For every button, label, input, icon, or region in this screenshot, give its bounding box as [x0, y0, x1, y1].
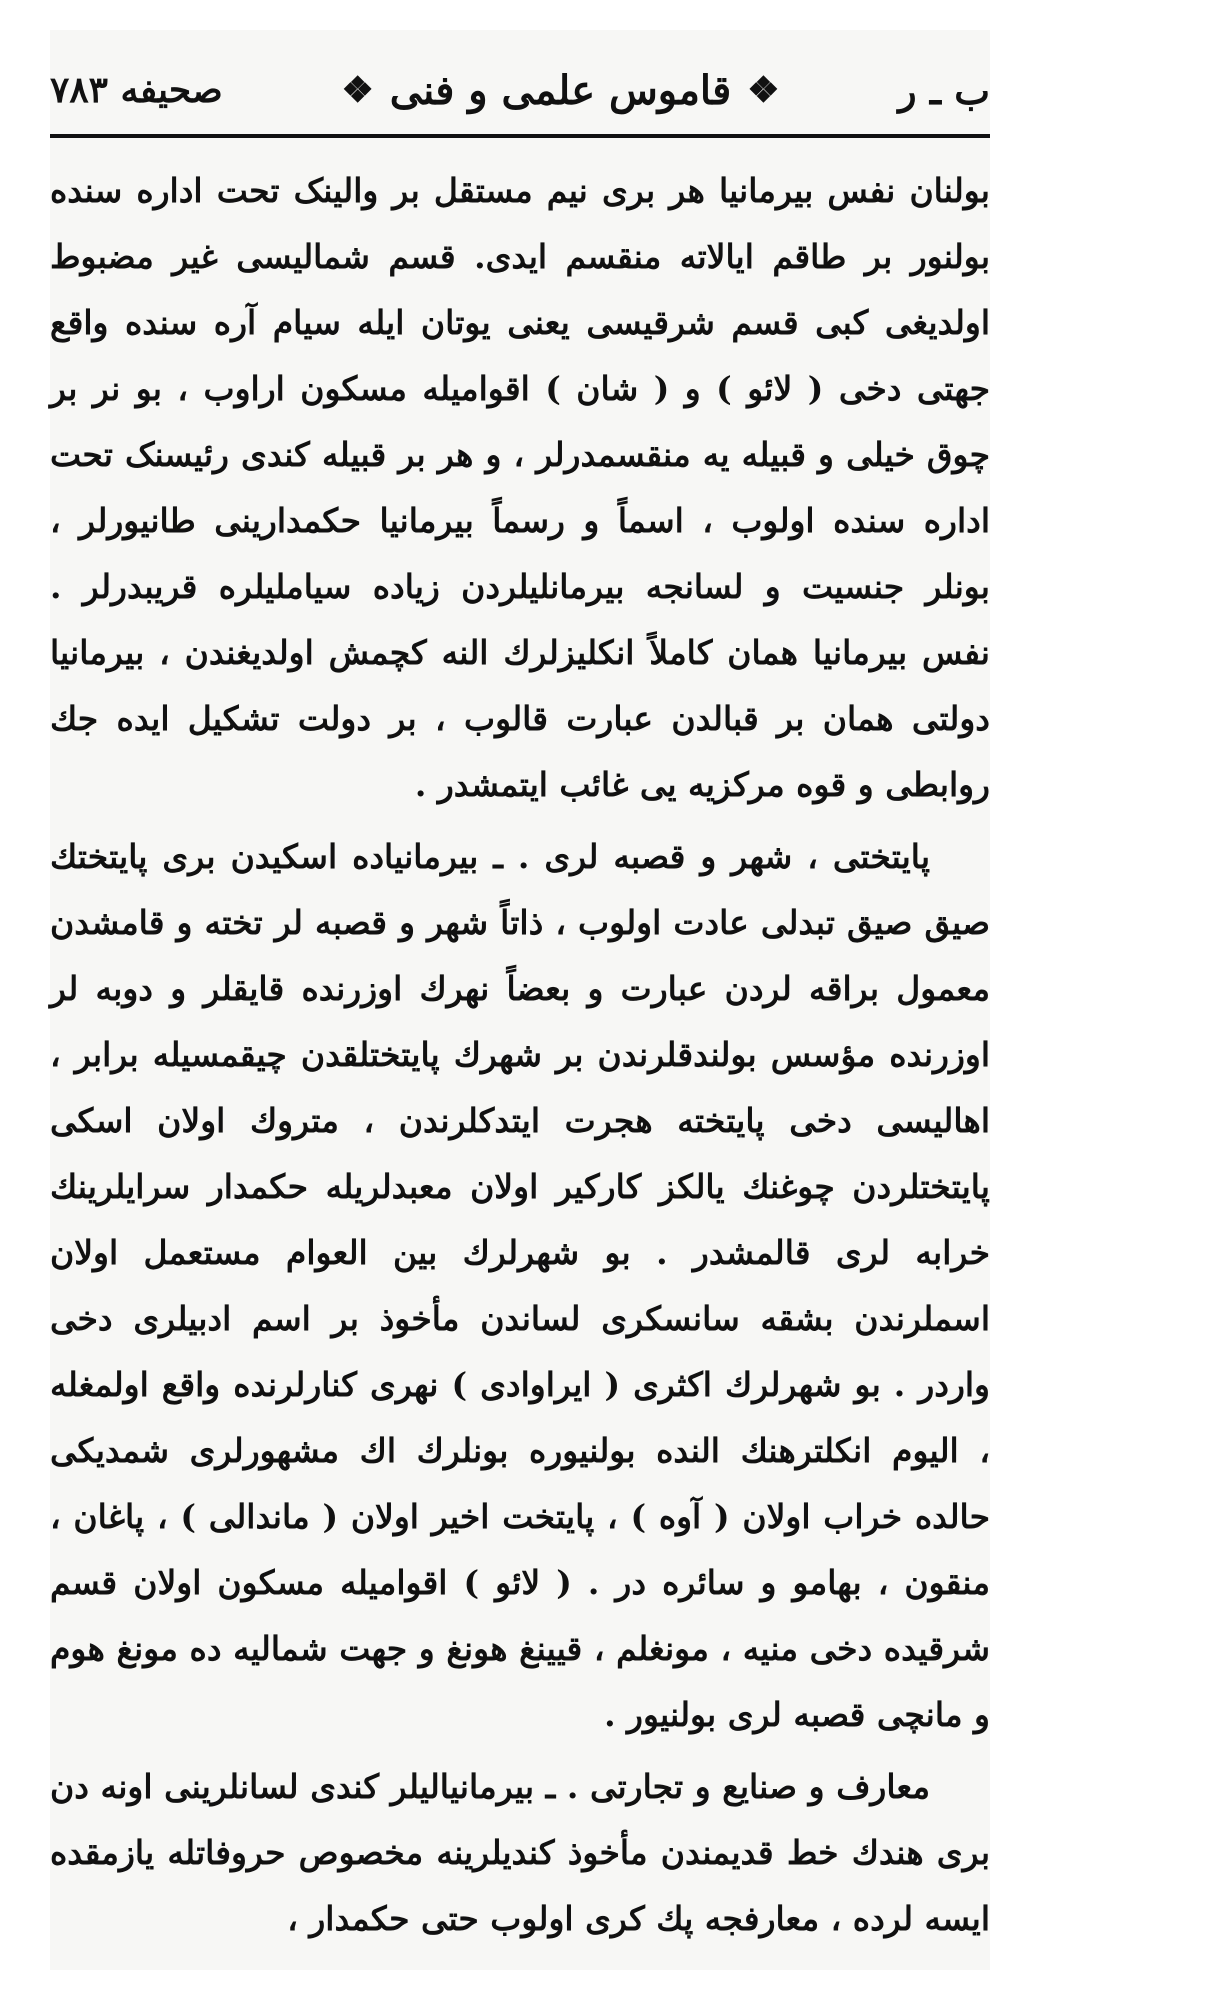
page-header [50, 50, 990, 130]
entry-range: ب ـ ر [898, 67, 990, 113]
paragraph-administration: بولنان نفس بیرمانیا هر بری نیم مستقل بر والینک تحت اداره سنده بولنور بر طاقم ایالاته منقسم ایدی. قسم شمالیسی غیر مضبوط اولدیغی کبی قسم شرقیسی یعنی یوتان ایله سیام آره سنده واقع جهتی دخی ( لائو ) و ( شان ) اقوامیله مسکون اراوب ، بو نر بر چوق خیلی و قبیله یه منقسمدرلر ، و هر بر قبیله کندی رئیسنک تحت اداره سنده اولوب ، اسماً و رسماً بیرمانیا حکمدارینی طانیورلر ، بونلر جنسیت و لسانجه بیرمانلیلردن زیاده سیاملیلره قریبدرلر . نفس بیرمانیا همان کاملاً انکلیزلرك النه کچمش اولدیغندن ، بیرمانیا دولتی همان بر قبالدن عبارت قالوب ، بر دولت تشکیل ایده جك روابطی و قوه مرکزیه یی غائب ایتمشدر . [50, 171, 990, 804]
document-page [50, 30, 990, 1970]
dictionary-title: قاموس علمی و فنی [389, 66, 732, 114]
paragraph-education-trade: معارف و صنایع و تجارتی . ـ بیرمانیالیلر کندی لسانلرینی اونه دن بری هندك خط قدیمندن مأخوذ کندیلرینه مخصوص حروفاتله یازمقده ایسه لرده ، معارفجه پك کری اولوب حتی حکمدار ، [50, 1767, 990, 1938]
left-ornament-icon: ❖ [341, 69, 374, 111]
article-body [50, 158, 990, 1952]
right-ornament-icon: ❖ [747, 69, 780, 111]
paragraph-capital-cities: پایتختی ، شهر و قصبه لری . ـ بیرمانیاده اسکیدن بری پایتختك صیق صیق تبدلی عادت اولوب ، ذاتاً شهر و قصبه لر تخته و قامشدن معمول براقه لردن عبارت و بعضاً نهرك اوزرنده قایقلر و دوبه لر اوزرنده مؤسس بولندقلرندن بر شهرك پایتختلقدن چیقمسیله برابر ، اهالیسی دخی پایتخته هجرت ایتدکلرندن ، متروك اولان اسکی پایتختلردن چوغنك یالکز کارکیر اولان معبدلریله حکمدار سرایلرینك خرابه لری قالمشدر . بو شهرلرك بین العوام مستعمل اولان اسملرندن بشقه سانسکری لساندن مأخوذ بر اسم ادبیلری دخی واردر . بو شهرلرك اکثری ( ایراوادی ) نهری کنارلرنده واقع اولمغله ، الیوم انکلترهنك النده بولنیوره بونلرك اك مشهورلری شمدیکی حالده خراب اولان ( آوه ) ، پایتخت اخیر اولان ( ماندالی ) ، پاغان ، منقون ، بهامو و سائره در . ( لائو ) اقوامیله مسکون اولان قسم شرقیده دخی منیه ، مونغلم ، قیینغ هونغ و جهت شمالیه ده مونغ هوم و مانچی قصبه لری بولنیور . [50, 837, 990, 1734]
page-number: صحیفه ۷۸۳ [50, 69, 223, 111]
header-rule [50, 134, 990, 138]
running-title [342, 67, 780, 114]
